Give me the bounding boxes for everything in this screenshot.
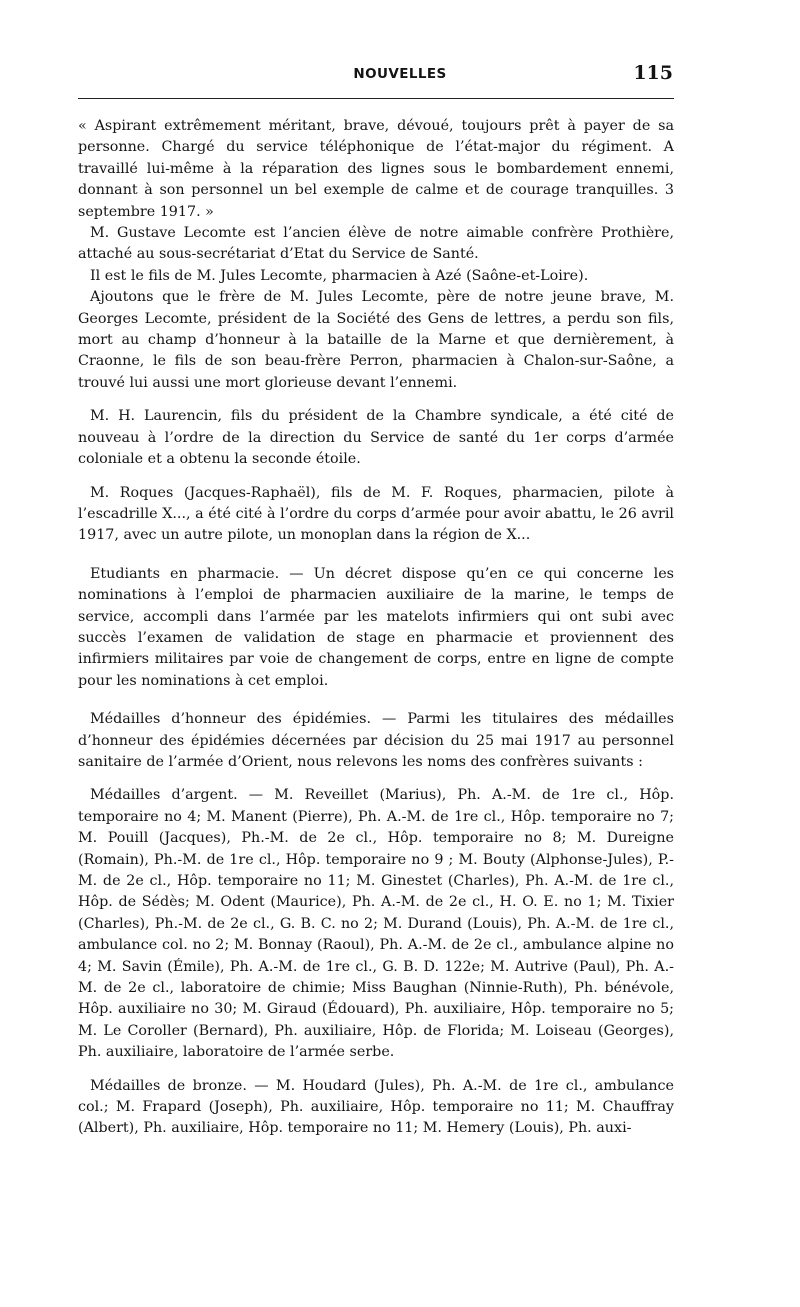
running-title: NOUVELLES (353, 66, 447, 82)
etudiants-paragraph: Etudiants en pharmacie. — Un décret dispose qu’en ce qui concerne les nominations à l’emploi de pharmacien auxiliaire de la marine, le temps de service, accompli dans l’armée par les matelots infirmiers qui ont subi avec succès l’examen de validation de stage en pharmacie et proviennent des infirmiers militaires par voie de changement de corps, entre en ligne de compte pour les nominations à cet emploi. (78, 565, 674, 689)
spacer (78, 547, 674, 564)
medailles-bronze-paragraph: Médailles de bronze. — M. Houdard (Jules), Ph. A.-M. de 1re cl., ambulance col.; M. Frapard (Joseph), Ph. auxiliaire, Hôp. temporaire no 11; M. Chauffray (Albert), Ph. auxiliaire, Hôp. temporaire no 11; M. Hemery (Louis), Ph. auxi- (78, 1077, 674, 1137)
header-rule (78, 98, 674, 99)
spacer (78, 692, 674, 709)
spacer (78, 1064, 674, 1076)
citation-paragraph: « Aspirant extrêmement méritant, brave, dévoué, toujours prêt à payer de sa personne. Chargé du service téléphonique de l’état-major du régiment. A travaillé lui-même à la réparation des lignes sous le bombardement ennemi, donnant à son personnel un bel exemple de calme et de courage tranquilles. 3 septembre 1917. » (78, 118, 674, 220)
page-header (0, 62, 800, 90)
laurencin-paragraph: M. H. Laurencin, fils du président de la Chambre syndicale, a été cité de nouveau à l’ordre de la direction du Service de santé du 1er corps d’armée coloniale et a obtenu la seconde étoile. (78, 408, 674, 468)
roques-paragraph: M. Roques (Jacques-Raphaël), fils de M. F. Roques, pharmacien, pilote à l’escadrille X..., a été cité à l’ordre du corps d’armée pour avoir abattu, le 26 avril 1917, avec un autre pilote, un monoplan dans la région de X... (78, 484, 674, 544)
spacer (78, 394, 674, 406)
lecomte-brother-paragraph: Ajoutons que le frère de M. Jules Lecomte, père de notre jeune brave, M. Georges Lecomte, président de la Société des Gens de lettres, a perdu son fils, mort au champ d’honneur à la bataille de la Marne et que dernièrement, à Craonne, le fils de son beau-frère Perron, pharmacien à Chalon-sur-Saône, a trouvé lui aussi une mort glorieuse devant l’ennemi. (78, 289, 674, 391)
page-number: 115 (633, 62, 673, 84)
lecomte-son-paragraph: Il est le fils de M. Jules Lecomte, pharmacien à Azé (Saône-et-Loire). (90, 267, 589, 284)
lecomte-paragraph: M. Gustave Lecomte est l’ancien élève de notre aimable confrère Prothière, attaché au sous-secrétariat d’Etat du Service de Santé. (78, 225, 674, 263)
page-body (78, 116, 674, 1140)
spacer (78, 773, 674, 785)
medailles-argent-paragraph: Médailles d’argent. — M. Reveillet (Marius), Ph. A.-M. de 1re cl., Hôp. temporaire no 4; M. Manent (Pierre), Ph. A.-M. de 1re cl., Hôp. temporaire no 7; M. Pouill (Jacques), Ph.-M. de 2e cl., Hôp. temporaire no 8; M. Dureigne (Romain), Ph.-M. de 1re cl., Hôp. temporaire no 9 ; M. Bouty (Alphonse-Jules), P.-M. de 2e cl., Hôp. temporaire no 11; M. Ginestet (Charles), Ph. A.-M. de 1re cl., Hôp. de Sédès; M. Odent (Maurice), Ph. A.-M. de 2e cl., H. O. E. no 1; M. Tixier (Charles), Ph.-M. de 2e cl., G. B. C. no 2; M. Durand (Louis), Ph. A.-M. de 1re cl., ambulance col. no 2; M. Bonnay (Raoul), Ph. A.-M. de 2e cl., ambulance alpine no 4; M. Savin (Émile), Ph. A.-M. de 1re cl., G. B. D. 122e; M. Autrive (Paul), Ph. A.-M. de 2e cl., laboratoire de chimie; Miss Baughan (Ninnie-Ruth), Ph. bénévole, Hôp. auxiliaire no 30; M. Giraud (Édouard), Ph. auxiliaire, Hôp. temporaire no 5; M. Le Coroller (Bernard), Ph. auxiliaire, Hôp. de Florida; M. Loiseau (Georges), Ph. auxiliaire, laboratoire de l’armée serbe. (78, 787, 674, 1061)
spacer (78, 471, 674, 483)
medailles-paragraph: Médailles d’honneur des épidémies. — Parmi les titulaires des médailles d’honneur des épidémies décernées par décision du 25 mai 1917 au personnel sanitaire de l’armée d’Orient, nous relevons les noms des confrères suivants : (78, 711, 674, 770)
